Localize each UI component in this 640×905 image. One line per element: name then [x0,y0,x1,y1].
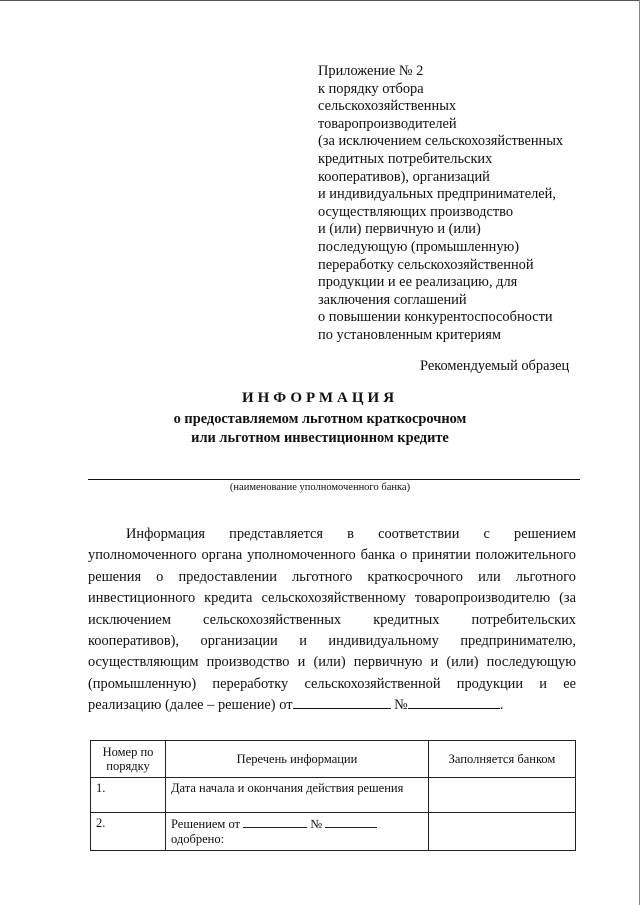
document-title: ИНФОРМАЦИЯ [241,390,399,406]
appendix-line: осуществляющих производство [318,203,514,220]
row-info: Дата начала и окончания действия решения [166,778,429,813]
body-paragraph [88,524,576,717]
document-subtitle-line-1: о предоставляемом льготном краткосрочном [173,411,467,427]
row-number: 1. [91,778,166,813]
appendix-line: по установленным критериям [318,326,501,343]
row-info [166,813,429,851]
row-info-from-label: Решением от [171,817,241,831]
appendix-line: товаропроизводителей [318,115,457,132]
appendix-header [318,63,618,345]
appendix-line: к порядку отбора [318,80,424,97]
row-date-fill-line[interactable] [243,816,307,828]
appendix-line: продукции и ее реализацию, для [318,274,518,291]
body-text: Информация представляется в соответствии с решением уполномоченного органа уполномоченного банка о принятии положительного решения о предоставлении льготного краткосрочного или льготного инвестиционного кредита сельскохозяйственному товаропроизводителю (за исключением сельскохозяйственных кредитных потребительских кооперативов), организации и индивидуальному предпринимателю, осуществляющим производство и (или) первичную и (или) последующую (промышленную) переработку сельскохозяйственной продукции и ее реализацию (далее – решение) [88,526,576,714]
appendix-line: кредитных потребительских [318,150,493,167]
appendix-line: переработку сельскохозяйственной [318,256,534,273]
page-top-edge [0,0,640,1]
sample-label: Рекомендуемый образец [420,358,570,374]
row-bank-cell[interactable] [429,778,576,813]
appendix-line: о повышении конкурентоспособности [318,309,553,326]
table-header-row [91,741,576,778]
table-row [91,778,576,813]
appendix-line: сельскохозяйственных [318,98,457,115]
bank-name-caption: (наименование уполномоченного банка) [229,482,411,493]
row-number: 2. [91,813,166,851]
header-info-list: Перечень информации [166,741,429,778]
decision-date-fill-line[interactable] [293,695,391,709]
header-number: Номер по порядку [91,741,166,778]
decision-number-fill-line[interactable] [408,695,500,709]
document-subtitle-line-2: или льготном инвестиционном кредите [191,430,449,446]
row-info-approved-label: одобрено: [171,832,225,846]
row-bank-cell[interactable] [429,813,576,851]
end-punctuation: . [499,697,504,714]
appendix-line: Приложение № 2 [318,63,424,79]
row-info-number-label: № [310,817,323,831]
information-table [90,740,576,851]
from-label: от [279,697,293,714]
appendix-line: и индивидуальных предпринимателей, [318,186,556,203]
appendix-line: последующую (промышленную) [318,238,520,255]
bank-name-fill-line[interactable] [88,479,580,480]
header-filled-by-bank: Заполняется банком [429,741,576,778]
appendix-line: кооперативов), организаций [318,168,490,185]
appendix-line: (за исключением сельскохозяйственных [318,133,564,150]
number-label: № [394,697,408,714]
appendix-line: и (или) первичную и (или) [318,221,481,238]
table-row [91,813,576,851]
row-number-fill-line[interactable] [325,816,377,828]
appendix-line: заключения соглашений [318,291,467,308]
